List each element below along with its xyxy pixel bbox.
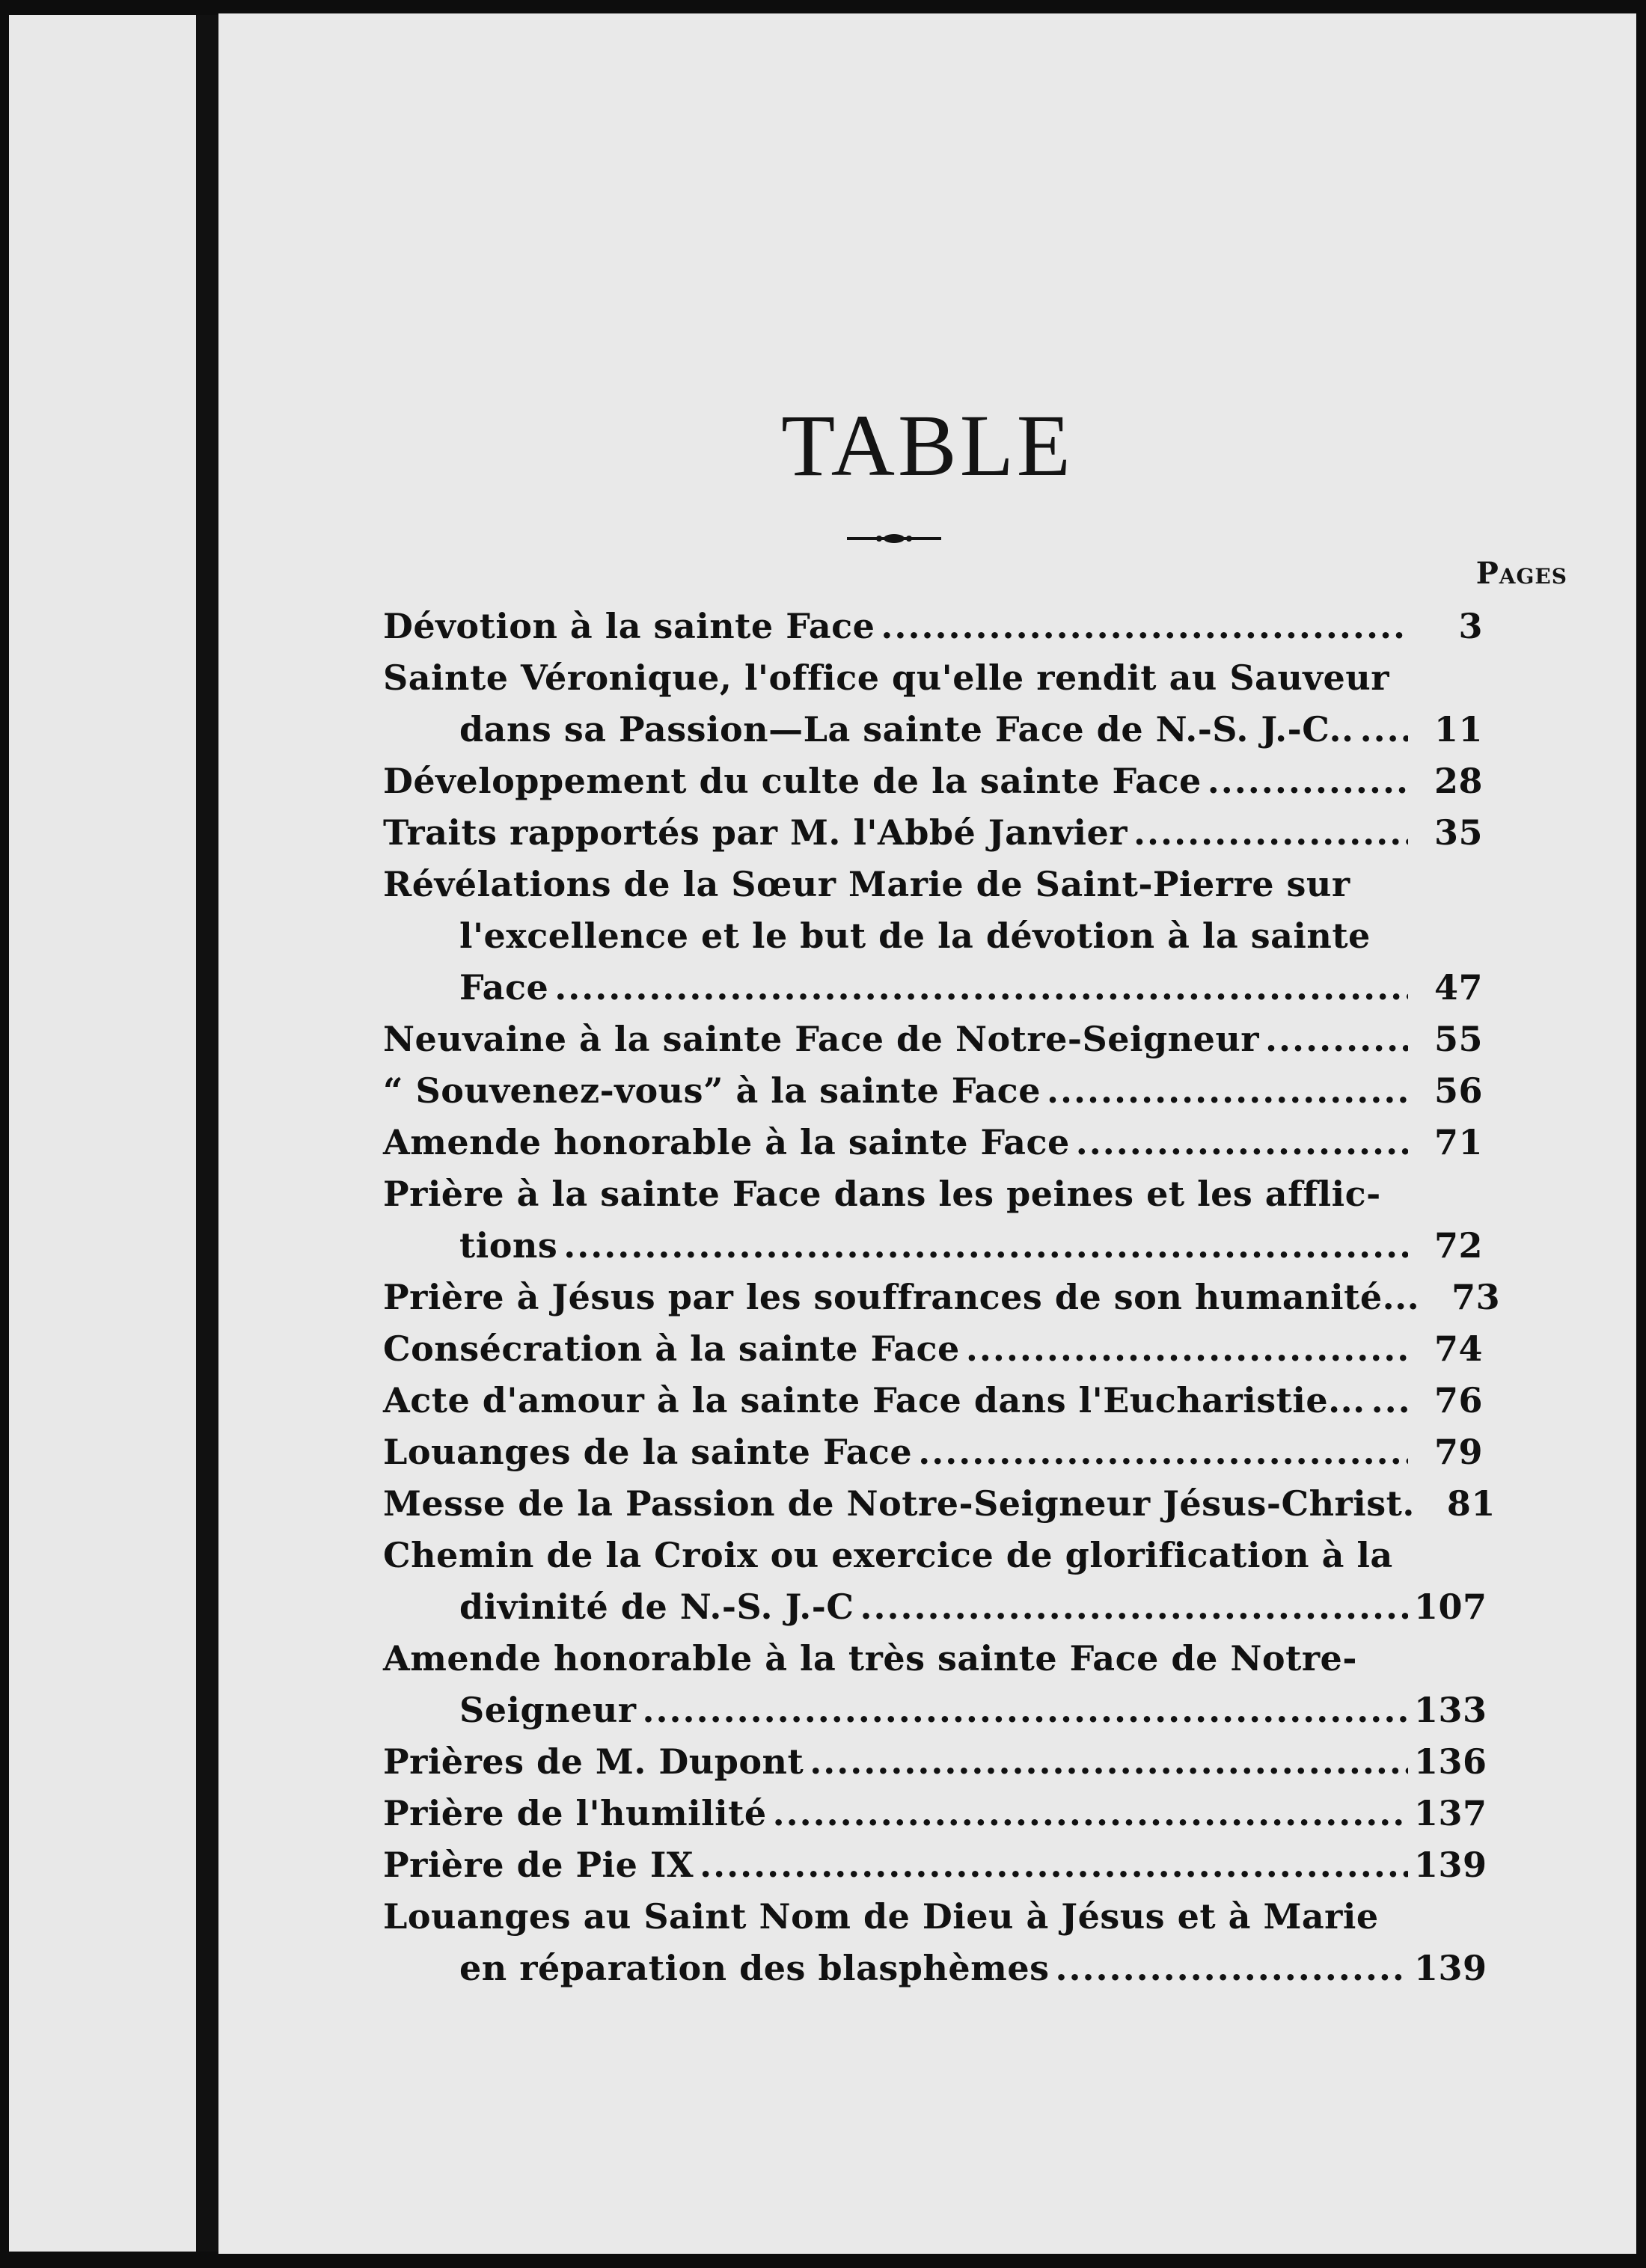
toc-page-number: 107 bbox=[1414, 1587, 1487, 1627]
toc-entry bbox=[383, 1168, 1483, 1272]
toc-page-number: 139 bbox=[1414, 1948, 1487, 1988]
toc-page-number: 137 bbox=[1414, 1793, 1487, 1833]
toc-entry bbox=[383, 1014, 1483, 1065]
dot-leader bbox=[810, 1736, 1408, 1788]
toc-entry bbox=[383, 1633, 1487, 1736]
dot-leader bbox=[1056, 1943, 1409, 1994]
toc-entry bbox=[383, 1839, 1487, 1891]
toc-entry-text: Traits rapportés par M. l'Abbé Janvier bbox=[383, 812, 1128, 853]
toc-entry-final-line bbox=[383, 1788, 1487, 1839]
toc-entry bbox=[383, 1375, 1483, 1426]
toc-page-number: 73 bbox=[1451, 1277, 1501, 1317]
toc-entry-text: Acte d'amour à la sainte Face dans l'Eucharistie... bbox=[383, 1380, 1365, 1420]
toc-entry bbox=[383, 1891, 1487, 1994]
toc-entry-text: dans sa Passion—La sainte Face de N.-S. J.-C.. bbox=[459, 709, 1354, 750]
toc-entry-text: Messe de la Passion de Notre-Seigneur Jésus-Christ. bbox=[383, 1483, 1415, 1524]
toc-entry-text: Développement du culte de la sainte Face bbox=[383, 761, 1202, 801]
toc-entry bbox=[383, 1065, 1483, 1117]
toc-entry-line: Louanges au Saint Nom de Dieu à Jésus et à Marie bbox=[383, 1896, 1379, 1937]
table-of-contents bbox=[383, 601, 1501, 1994]
pages-column-header: Pages bbox=[1475, 556, 1567, 591]
toc-page-number: 28 bbox=[1434, 761, 1483, 801]
toc-page-number: 76 bbox=[1434, 1380, 1483, 1420]
toc-entry-final-line bbox=[383, 1426, 1483, 1478]
toc-entry bbox=[383, 807, 1483, 859]
toc-entry bbox=[383, 1117, 1483, 1168]
dot-leader bbox=[643, 1685, 1408, 1736]
toc-entry-text: Consécration à la sainte Face bbox=[383, 1328, 960, 1369]
toc-page-number: 72 bbox=[1434, 1225, 1483, 1266]
toc-entry-text: Prière de l'humilité bbox=[383, 1793, 767, 1833]
toc-entry-final-line bbox=[383, 1323, 1483, 1375]
toc-entry-final-line bbox=[383, 1736, 1487, 1788]
toc-entry-text: Prières de M. Dupont bbox=[383, 1741, 804, 1782]
dot-leader bbox=[881, 601, 1408, 652]
toc-entry-line: Sainte Véronique, l'office qu'elle rendit au Sauveur bbox=[383, 658, 1389, 698]
toc-entry-line: Révélations de la Sœur Marie de Saint-Pierre sur bbox=[383, 864, 1350, 904]
toc-entry-text: “ Souvenez-vous” à la sainte Face bbox=[383, 1070, 1041, 1111]
toc-entry-final-line bbox=[383, 1839, 1487, 1891]
toc-entry-text: Face bbox=[459, 967, 549, 1008]
toc-entry bbox=[383, 1788, 1487, 1839]
toc-page-number: 79 bbox=[1434, 1432, 1483, 1472]
toc-entry bbox=[383, 1426, 1483, 1478]
toc-entry-text: Prière de Pie IX bbox=[383, 1845, 694, 1885]
toc-entry-text: tions bbox=[459, 1225, 558, 1266]
toc-entry-final-line bbox=[383, 756, 1483, 807]
toc-entry-line: Prière à la sainte Face dans les peines et les afflic- bbox=[383, 1174, 1381, 1214]
dot-leader bbox=[554, 962, 1408, 1014]
dot-leader bbox=[918, 1426, 1408, 1478]
toc-entry bbox=[383, 601, 1483, 652]
toc-entry bbox=[383, 1478, 1496, 1530]
toc-entry bbox=[383, 1736, 1487, 1788]
toc-entry-final-line bbox=[383, 1117, 1483, 1168]
toc-entry-final-line bbox=[383, 1581, 1487, 1633]
dot-leader bbox=[700, 1839, 1408, 1891]
toc-entry bbox=[383, 1323, 1483, 1375]
dot-leader bbox=[1360, 704, 1408, 756]
toc-entry bbox=[383, 1530, 1487, 1633]
toc-entry-line: Chemin de la Croix ou exercice de glorification à la bbox=[383, 1535, 1393, 1575]
dot-leader bbox=[860, 1581, 1408, 1633]
toc-page-number: 56 bbox=[1434, 1070, 1483, 1111]
toc-entry-final-line bbox=[383, 1478, 1496, 1530]
page-title: TABLE bbox=[781, 396, 1074, 494]
toc-entry bbox=[383, 756, 1483, 807]
toc-entry-text: en réparation des blasphèmes bbox=[459, 1948, 1050, 1988]
book-gutter bbox=[196, 15, 218, 2252]
toc-entry-text: divinité de N.-S. J.-C bbox=[459, 1587, 854, 1627]
toc-entry-final-line bbox=[383, 704, 1483, 756]
dot-leader bbox=[1208, 756, 1408, 807]
dot-leader bbox=[1076, 1117, 1408, 1168]
toc-page-number: 133 bbox=[1414, 1690, 1487, 1730]
toc-entry bbox=[383, 1272, 1501, 1323]
toc-page-number: 47 bbox=[1434, 967, 1483, 1008]
toc-page-number: 139 bbox=[1414, 1845, 1487, 1885]
book-page bbox=[218, 13, 1636, 2254]
toc-entry-line: Amende honorable à la très sainte Face de Notre- bbox=[383, 1638, 1357, 1679]
toc-page-number: 11 bbox=[1434, 709, 1483, 750]
toc-entry-text: Louanges de la sainte Face bbox=[383, 1432, 913, 1472]
dot-leader bbox=[1371, 1375, 1408, 1426]
toc-entry-text: Amende honorable à la sainte Face bbox=[383, 1122, 1070, 1162]
toc-entry-final-line bbox=[383, 1685, 1487, 1736]
dot-leader bbox=[1265, 1014, 1408, 1065]
toc-page-number: 3 bbox=[1458, 606, 1483, 646]
toc-entry-text: Prière à Jésus par les souffrances de son humanité... bbox=[383, 1277, 1420, 1317]
toc-entry-text: Dévotion à la sainte Face bbox=[383, 606, 875, 646]
toc-entry-final-line bbox=[383, 1943, 1487, 1994]
facing-page bbox=[9, 15, 196, 2252]
dot-leader bbox=[966, 1323, 1408, 1375]
dot-leader bbox=[773, 1788, 1408, 1839]
toc-entry-final-line bbox=[383, 1014, 1483, 1065]
toc-entry-final-line bbox=[383, 601, 1483, 652]
toc-page-number: 74 bbox=[1434, 1328, 1483, 1369]
ornament-icon bbox=[845, 530, 943, 548]
toc-page-number: 35 bbox=[1434, 812, 1483, 853]
dot-leader bbox=[563, 1220, 1408, 1272]
toc-entry-final-line bbox=[383, 1065, 1483, 1117]
toc-page-number: 81 bbox=[1446, 1483, 1496, 1524]
toc-page-number: 71 bbox=[1434, 1122, 1483, 1162]
toc-entry-final-line bbox=[383, 1220, 1483, 1272]
toc-entry bbox=[383, 652, 1483, 756]
toc-entry-text: Neuvaine à la sainte Face de Notre-Seigneur bbox=[383, 1019, 1260, 1059]
toc-entry bbox=[383, 859, 1483, 1014]
toc-page-number: 55 bbox=[1434, 1019, 1483, 1059]
toc-page-number: 136 bbox=[1414, 1741, 1487, 1782]
toc-entry-final-line bbox=[383, 807, 1483, 859]
dot-leader bbox=[1047, 1065, 1408, 1117]
toc-entry-final-line bbox=[383, 1272, 1501, 1323]
toc-entry-final-line bbox=[383, 1375, 1483, 1426]
toc-entry-line: l'excellence et le but de la dévotion à la sainte bbox=[459, 916, 1371, 956]
dot-leader bbox=[1133, 807, 1408, 859]
toc-entry-final-line bbox=[383, 962, 1483, 1014]
toc-entry-text: Seigneur bbox=[459, 1690, 637, 1730]
